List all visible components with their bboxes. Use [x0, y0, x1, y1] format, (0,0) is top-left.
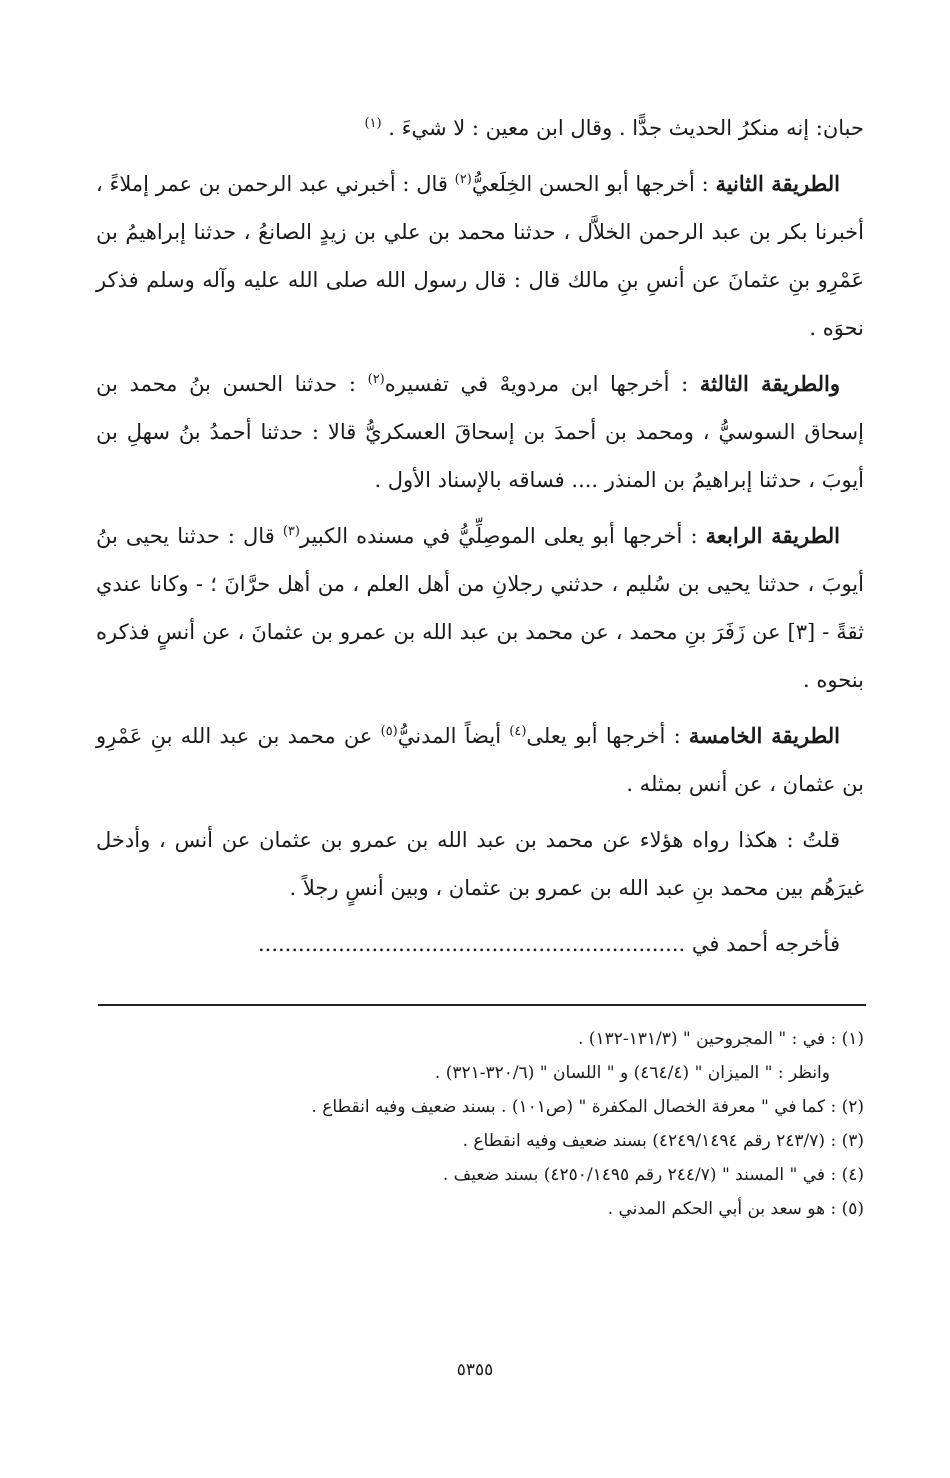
footnote-1-continued: وانظر : " الميزان " (٤٦٤/٤) و " اللسان " (٣٢٠/٦-٣٢١) .	[434, 1063, 830, 1083]
footnote-3: (٣) : (٢٤٣/٧ رقم ٤٢٤٩/١٤٩٤) بسند ضعيف وفيه انقطاع .	[462, 1131, 864, 1151]
route-text: : أخرجها أبو يعلى الموصِلِّيُّ في مسنده الكبير	[299, 524, 706, 548]
route-label: الطريقة الرابعة	[705, 523, 840, 548]
continuation-text: فأخرجه أحمد في	[691, 932, 840, 956]
route-text: قال : حدثنا يحيى بنُ أيوبَ ، حدثنا يحيى بن سُليم ، حدثني رجلانِ من أهل العلم ، من أهل حرَّانَ ؛ - وكانا عندي ثقةً - [٣] عن زَفَرَ بنِ محمد ، عن محمد بن عبد الله بن عمرو بن عثمانَ ، عن أنسٍ فذكره بنحوه .	[96, 524, 865, 692]
paragraph-author-note	[96, 816, 864, 912]
paragraph-continuation	[96, 920, 864, 968]
footnote-ref: (٣)	[282, 524, 300, 539]
footnote-ref-1: (١)	[364, 116, 382, 131]
footnote-ref: (٢)	[367, 372, 385, 387]
footnote-ref: (٤)	[509, 724, 527, 739]
paragraph-second-route	[96, 160, 864, 352]
footnote-divider	[98, 1004, 866, 1006]
footnote-4: (٤) : في " المسند " (٢٤٤/٧ رقم ٤٢٥٠/١٤٩٥) بسند ضعيف .	[442, 1165, 864, 1185]
paragraph-1	[96, 104, 864, 152]
p1-text: حبان: إنه منكرُ الحديث جدًّا . وقال ابن معين : لا شيءَ .	[388, 116, 864, 140]
route-label: والطريقة الثالثة	[699, 371, 841, 396]
footnote-ref: (٥)	[380, 724, 398, 739]
route-text: عن محمد بن عبد الله بنِ عَمْرِو بن عثمان ، عن أنس بمثله .	[96, 724, 864, 796]
paragraph-fifth-route	[96, 712, 864, 808]
route-label: الطريقة الثانية	[715, 171, 841, 196]
footnote-1: (١) : في : " المجروحين " (١٣١/٣-١٣٢) .	[577, 1029, 864, 1049]
route-text: : حدثنا الحسن بنُ محمد بن إسحاق السوسيُّ ، ومحمد بن أحمدَ بن إسحاقَ العسكريُّ قالا : حدثنا أحمدُ بنُ سهلِ بن أيوبَ ، حدثنا إبراهيمُ بن المنذر .... فساقه بالإسناد الأول .	[96, 372, 864, 492]
route-label: الطريقة الخامسة	[688, 723, 840, 748]
footnote-5: (٥) : هو سعد بن أبي الحكم المدني .	[607, 1199, 864, 1219]
page-number: ٥٣٥٥	[456, 1360, 494, 1380]
author-note-text: قلتُ : هكذا رواه هؤلاء عن محمد بن عبد الله بن عمرو بن عثمان عن أنس ، وأدخل غيرَهُم بين محمد بنِ عبد الله بن عمرو بن عثمان ، وبين أنسٍ رجلاً .	[96, 828, 864, 900]
route-text: : أخرجها أبو يعلى	[526, 724, 689, 748]
route-text: قال : أخبرني عبد الرحمن بن عمر إملاءً ، أخبرنا بكر بن عبد الرحمن الخلاَّل ، حدثنا محمد بن علي بن زيدٍ الصانعُ ، حدثنا إبراهيمُ بن عَمْرِو بنِ عثمانَ عن أنسِ بنِ مالك قال : قال رسول الله صلى الله عليه وآله وسلم فذكر نحوَه .	[96, 172, 864, 340]
paragraph-fourth-route	[96, 512, 864, 704]
footnote-2: (٢) : كما في " معرفة الخصال المكفرة " (ص١٠١) . بسند ضعيف وفيه انقطاع .	[311, 1097, 864, 1117]
main-text	[96, 104, 864, 976]
footnote-ref: (٢)	[454, 172, 472, 187]
route-text: : أخرجها أبو الحسن الخِلَعيُّ	[471, 172, 716, 196]
route-text: أيضاً المدنيُّ	[397, 724, 510, 748]
continuation-dots: ................................................................	[257, 932, 686, 956]
route-text: : أخرجها ابن مردويهْ في تفسيره	[384, 372, 700, 396]
footnotes	[96, 1022, 864, 1226]
paragraph-third-route	[96, 360, 864, 504]
